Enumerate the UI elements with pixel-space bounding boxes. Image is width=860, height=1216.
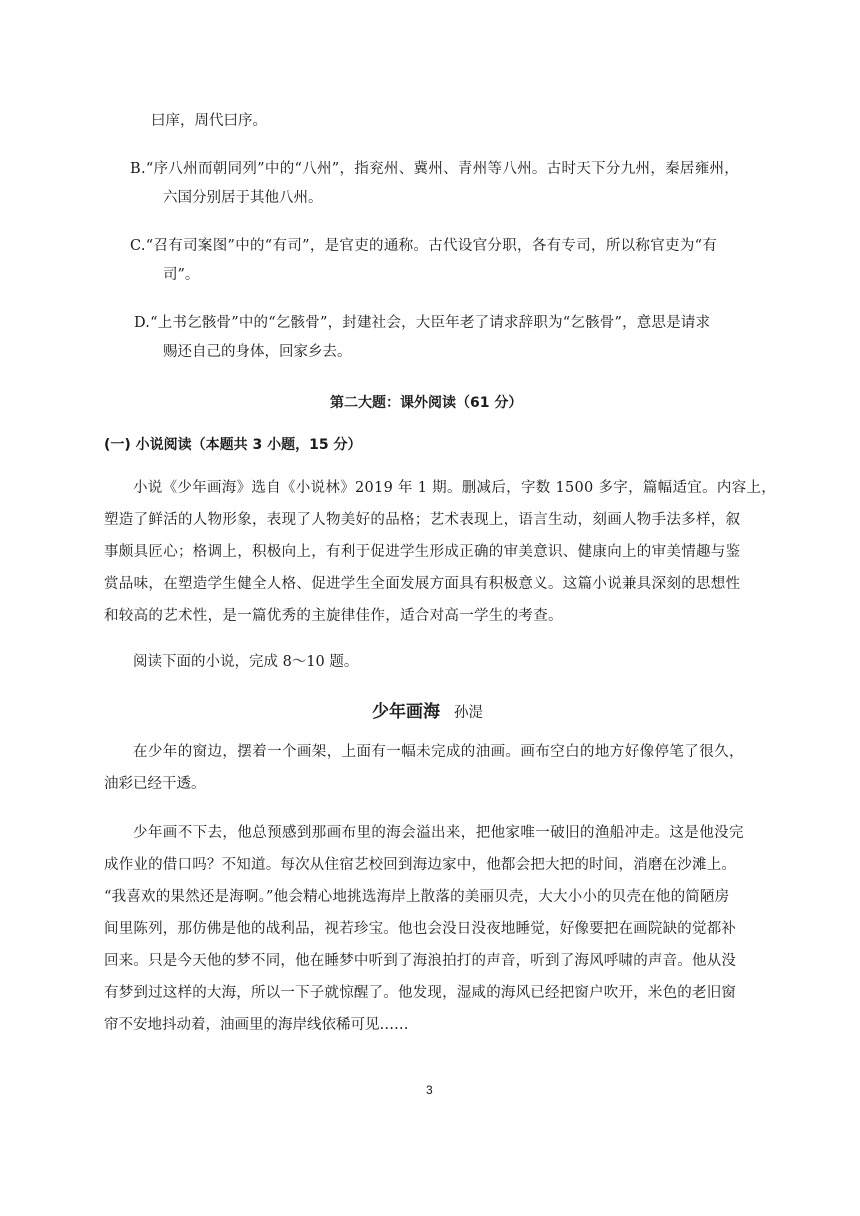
intro-line-1: 小说《少年画海》选自《小说林》2019 年 1 期。删减后，字数 1500 多字，篇幅适宜。内容上，: [133, 480, 777, 496]
intro-line-5: 和较高的艺术性，是一篇优秀的主旋律佳作，适合对高一学生的考查。: [104, 608, 563, 624]
option-c-line-1: C.“召有司案图”中的“有司”，是官吏的通称。古代设官分职，各有专司，所以称官吏为“有: [130, 238, 718, 254]
para-2-line-4: 间里陈列，那仿佛是他的战利品，视若珍宝。他也会没日没夜地睡觉，好像要把在画院缺的觉都补: [104, 921, 737, 937]
section-heading: 第二大题：课外阅读（61 分）: [330, 395, 523, 411]
para-2-line-3: “我喜欢的果然还是海啊。”他会精心地挑选海岸上散落的美丽贝壳，大大小小的贝壳在他的简陋房: [104, 889, 730, 905]
story-title-text: 少年画海: [372, 702, 440, 722]
para-2-line-2: 成作业的借口吗？不知道。每次从住宿艺校回到海边家中，他都会把大把的时间，消磨在沙滩上。: [104, 857, 737, 873]
story-title: [372, 697, 483, 722]
story-author: 孙湜: [454, 705, 483, 721]
intro-line-4: 赏品味，在塑造学生健全人格、促进学生全面发展方面具有积极意义。这篇小说兼具深刻的思想性: [104, 576, 741, 592]
para-1-line-2: 油彩已经干透。: [104, 776, 206, 792]
option-b-line-1: B.“序八州而朝同列”中的“八州”，指兖州、冀州、青州等八州。古时天下分九州，秦居雍州，: [130, 161, 740, 177]
option-d-line-2: 赐还自己的身体，回家乡去。: [163, 344, 352, 360]
subsection-heading: (一) 小说阅读（本题共 3 小题，15 分）: [104, 437, 362, 453]
page-number: 3: [426, 1083, 433, 1097]
para-2-line-1: 少年画不下去，他总预感到那画布里的海会溢出来，把他家唯一破旧的渔船冲走。这是他没完: [133, 825, 744, 841]
instruction-line: 阅读下面的小说，完成 8～10 题。: [133, 654, 359, 670]
para-1-line-1: 在少年的窗边，摆着一个画架，上面有一幅未完成的油画。画布空白的地方好像停笔了很久，: [133, 744, 744, 760]
para-2-line-7: 帘不安地抖动着，油画里的海岸线依稀可见……: [104, 1017, 409, 1033]
intro-line-2: 塑造了鲜活的人物形象，表现了人物美好的品格；艺术表现上，语言生动，刻画人物手法多样，叙: [104, 512, 741, 528]
option-b-line-2: 六国分别居于其他八州。: [163, 190, 323, 206]
option-d-line-1: D.“上书乞骸骨”中的“乞骸骨”，封建社会，大臣年老了请求辞职为“乞骸骨”，意思是请求: [134, 315, 711, 331]
para-2-line-6: 有梦到过这样的大海，所以一下子就惊醒了。他发现，湿咸的海风已经把窗户吹开，米色的老旧窗: [104, 985, 737, 1001]
intro-line-3: 事颇具匠心；格调上，积极向上，有利于促进学生形成正确的审美意识、健康向上的审美情趣与鉴: [104, 544, 741, 560]
option-a-tail: 曰庠，周代曰序。: [151, 113, 267, 129]
para-2-line-5: 回来。只是今天他的梦不同，他在睡梦中听到了海浪拍打的声音，听到了海风呼啸的声音。他从没: [104, 953, 737, 969]
option-c-line-2: 司”。: [163, 267, 200, 283]
